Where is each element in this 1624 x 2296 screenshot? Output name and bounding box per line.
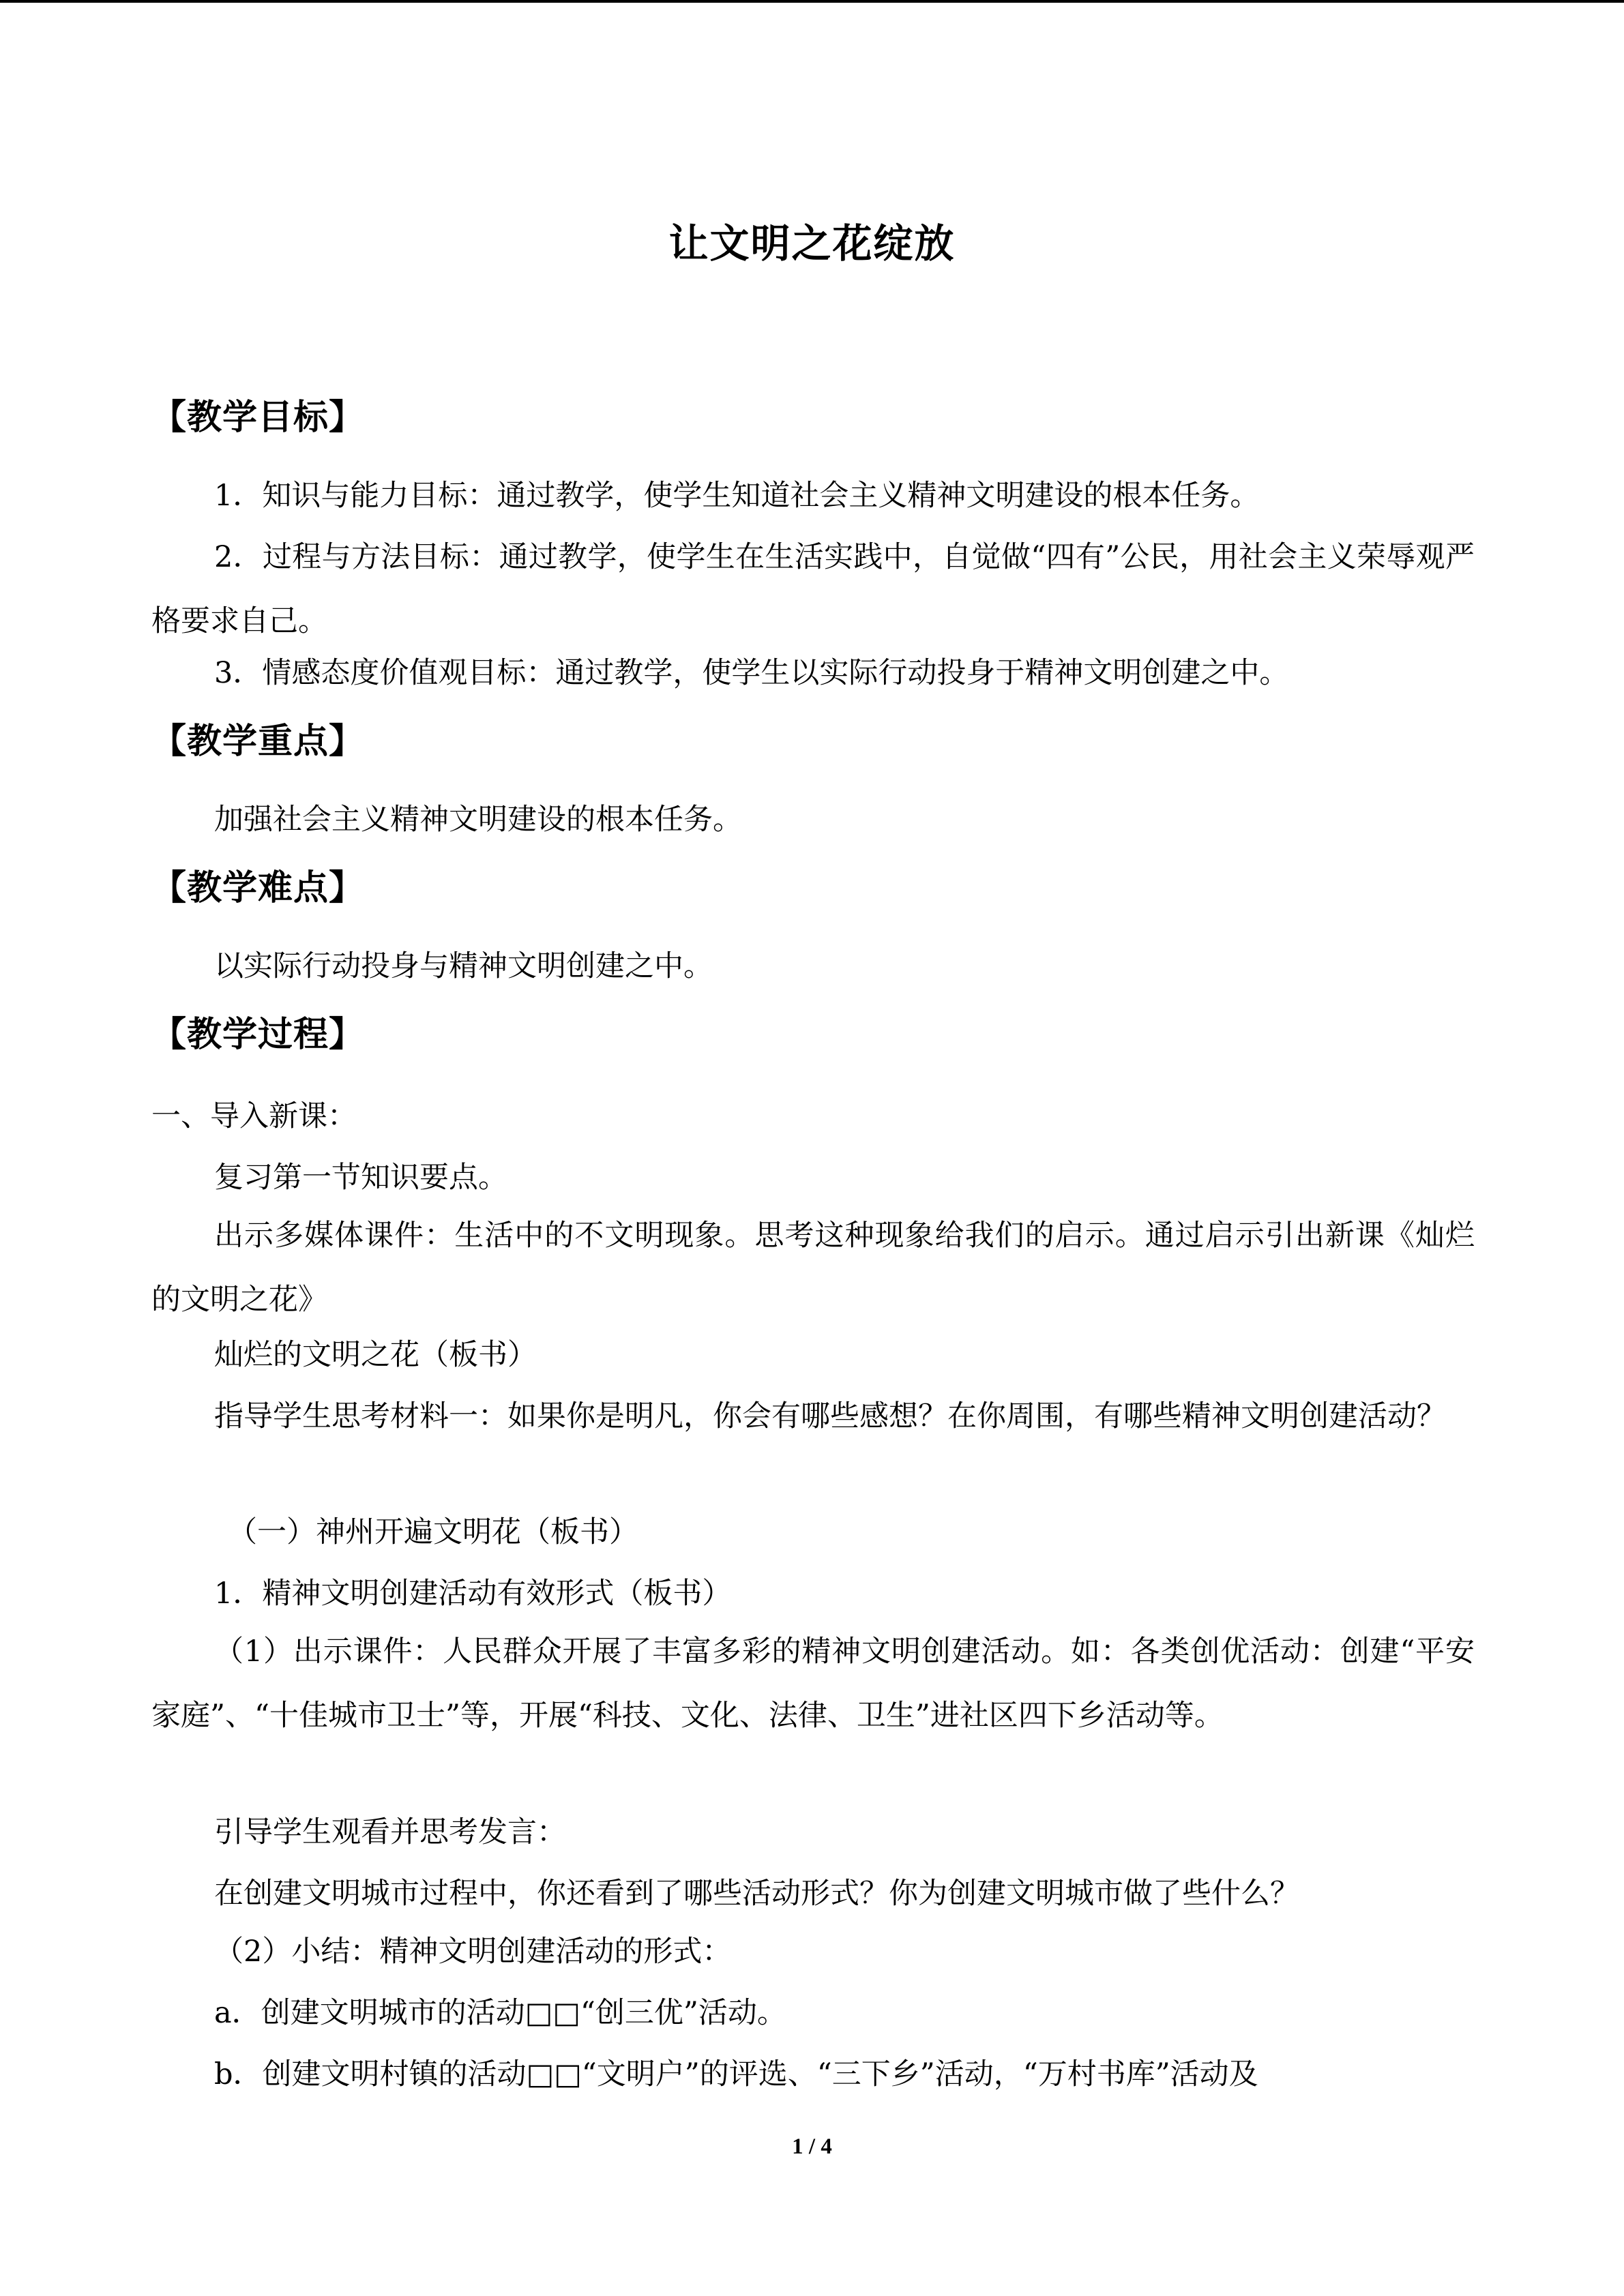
process-board-1: 灿烂的文明之花（板书）: [214, 1338, 537, 1372]
process-guide-2: 引导学生观看并思考发言：: [214, 1815, 566, 1849]
difficulties-text: 以实际行动投身与精神文明创建之中。: [214, 949, 713, 983]
heading-teaching-goals: 【教学目标】: [151, 398, 365, 438]
heading-teaching-process: 【教学过程】: [151, 1015, 365, 1055]
key-points-text: 加强社会主义精神文明建设的根本任务。: [214, 803, 742, 837]
goal-2: 2．过程与方法目标：通过教学，使学生在生活实践中，自觉做“四有”公民，用社会主义荣辱观严格要求自己。: [151, 540, 1475, 638]
page-number: 1 / 4: [792, 2134, 832, 2159]
top-border: [0, 0, 1624, 3]
process-courseware: 出示多媒体课件：生活中的不文明现象。思考这种现象给我们的启示。通过启示引出新课《灿烂的文明之花》: [151, 1219, 1475, 1317]
page-title: 让文明之花绽放: [668, 220, 956, 267]
process-item-b: b．创建文明村镇的活动□□“文明户”的评选、“三下乡”活动，“万村书库”活动及: [214, 2057, 1258, 2091]
process-point-1: 1．精神文明创建活动有效形式（板书）: [214, 1577, 732, 1611]
process-guide-1: 指导学生思考材料一：如果你是明凡，你会有哪些感想？在你周围，有哪些精神文明创建活动？: [214, 1399, 1446, 1433]
heading-difficulties: 【教学难点】: [151, 868, 365, 908]
heading-key-points: 【教学重点】: [151, 721, 365, 762]
process-question: 在创建文明城市过程中，你还看到了哪些活动形式？你为创建文明城市做了些什么？: [214, 1877, 1299, 1911]
process-intro: 一、导入新课：: [151, 1099, 357, 1133]
goal-3: 3．情感态度价值观目标：通过教学，使学生以实际行动投身于精神文明创建之中。: [214, 656, 1289, 690]
process-item-a: a．创建文明城市的活动□□“创三优”活动。: [214, 1996, 786, 2030]
process-item-1: （1）出示课件：人民群众开展了丰富多彩的精神文明创建活动。如：各类创优活动：创建“平安家庭”、“十佳城市卫士”等，开展“科技、文化、法律、卫生”进社区四下乡活动等。: [151, 1635, 1475, 1733]
process-subsection-1: （一）神州开遍文明花（板书）: [228, 1515, 638, 1549]
goal-1: 1．知识与能力目标：通过教学，使学生知道社会主义精神文明建设的根本任务。: [214, 479, 1260, 513]
process-review: 复习第一节知识要点。: [214, 1161, 507, 1195]
process-item-2: （2）小结：精神文明创建活动的形式：: [214, 1935, 732, 1969]
